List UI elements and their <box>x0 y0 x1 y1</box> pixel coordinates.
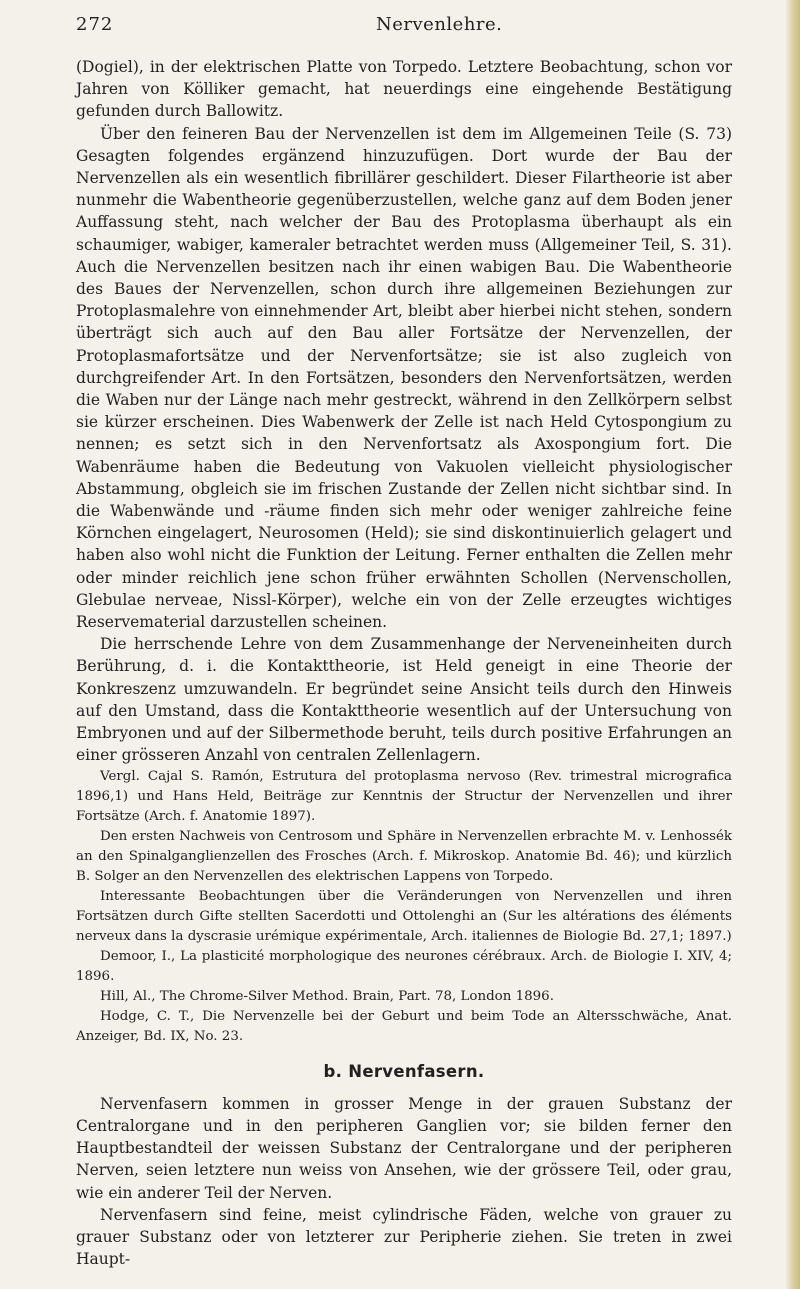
reference-6: Hodge, C. T., Die Nervenzelle bei der Geburt und beim Tode an Altersschwäche, Anat. Anzeiger, Bd. IX, No. 23. <box>76 1008 732 1044</box>
page-number: 272 <box>76 14 114 35</box>
section-paragraph-2: Nervenfasern sind feine, meist cylindrische Fäden, welche von grauer zu grauer Substanz oder von letzterer zur Peripherie ziehen. Sie treten in zwei Haupt- <box>76 1205 732 1269</box>
body-text <box>76 56 732 1270</box>
references <box>76 767 732 1047</box>
page-edge <box>786 0 800 1289</box>
reference-3: Interessante Beobachtungen über die Veränderungen von Nervenzellen und ihren Fortsätzen durch Gifte stellten Sacerdotti und Ottolenghi an (Sur les altérations des éléments nerveux dans la dyscrasie urémique expérimentale, Arch. italiennes de Biologie Bd. 27,1; 1897.) <box>76 888 732 944</box>
section-heading: b. Nervenfasern. <box>323 1061 485 1081</box>
running-header <box>76 14 732 40</box>
reference-4: Demoor, I., La plasticité morphologique des neurones cérébraux. Arch. de Biologie I. XIV, 4; 1896. <box>76 948 732 984</box>
reference-1: Vergl. Cajal S. Ramón, Estrutura del protoplasma nervoso (Rev. trimestral micrografica 1896,1) und Hans Held, Beiträge zur Kenntnis der Structur der Nervenzellen und ihrer Fortsätze (Arch. f. Anatomie 1897). <box>76 768 732 824</box>
paragraph-1: (Dogiel), in der elektrischen Platte von Torpedo. Letztere Beobachtung, schon vor Jahren von Kölliker gemacht, hat neuerdings eine eingehende Bestätigung gefunden durch Ballowitz. <box>76 58 732 121</box>
section-paragraph-1: Nervenfasern kommen in grosser Menge in der grauen Substanz der Centralorgane und in den peripheren Ganglien vor; sie bilden ferner den Hauptbestandteil der weissen Substanz der Centralorgane und der peripheren Nerven, seien letztere nun weiss von Ansehen, wie der grössere Teil, oder grau, wie ein anderer Teil der Nerven. <box>76 1094 732 1202</box>
reference-5: Hill, Al., The Chrome-Silver Method. Brain, Part. 78, London 1896. <box>100 988 554 1004</box>
reference-2: Den ersten Nachweis von Centrosom und Sphäre in Nervenzellen erbrachte M. v. Lenhossék an den Spinalganglienzellen des Frosches (Arch. f. Mikroskop. Anatomie Bd. 46); und kürzlich B. Solger an den Nervenzellen des elektrischen Lappens von Torpedo. <box>76 828 732 884</box>
running-title: Nervenlehre. <box>376 14 503 35</box>
paragraph-2: Über den feineren Bau der Nervenzellen ist dem im Allgemeinen Teile (S. 73) Gesagten folgendes ergänzend hinzuzufügen. Dort wurde der Bau der Nervenzellen als ein wesentlich fibrillärer geschildert. Dieser Filartheorie ist aber nunmehr die Wabentheorie gegenüberzustellen, welche ganz auf dem Boden jener Auffassung steht, nach welcher der Bau des Protoplasma überhaupt als ein schaumiger, wabiger, kameraler betrachtet werden muss (Allgemeiner Teil, S. 31). Auch die Nervenzellen besitzen nach ihr einen wabigen Bau. Die Wabentheorie des Baues der Nervenzellen, schon durch ihre allgemeinen Beziehungen zur Protoplasmalehre von einnehmender Art, bleibt aber hierbei nicht stehen, sondern überträgt sich auch auf den Bau aller Fortsätze der Nervenzellen, der Protoplasmafortsätze und der Nervenfortsätze; sie ist also zugleich von durchgreifender Art. In den Fortsätzen, besonders den Nervenfortsätzen, werden die Waben nur der Länge nach mehr gestreckt, während in den Zellkörpern selbst sie kürzer erscheinen. Dies Wabenwerk der Zelle ist nach Held Cytospongium zu nennen; es setzt sich in den Nervenfortsatz als Axospongium fort. Die Wabenräume haben die Bedeutung von Vakuolen vielleicht physiologischer Abstammung, obgleich sie im frischen Zustande der Zellen nicht sichtbar sind. In die Wabenwände und -räume finden sich mehr oder weniger zahlreiche feine Körnchen eingelagert, Neurosomen (Held); sie sind diskontinuierlich gelagert und haben also wohl nicht die Funktion der Leitung. Ferner enthalten die Zellen mehr oder minder reichlich jene schon früher erwähnten Schollen (Nervenschollen, Glebulae nerveae, Nissl-Körper), welche ein von der Zelle erzeugtes wichtiges Reservematerial darzustellen scheinen. <box>76 124 732 632</box>
paragraph-3: Die herrschende Lehre von dem Zusammenhange der Nerveneinheiten durch Berührung, d. i. die Kontakttheorie, ist Held geneigt in eine Theorie der Konkreszenz umzuwandeln. Er begründet seine Ansicht teils durch den Hinweis auf den Umstand, dass die Kontakttheorie wesentlich auf der Untersuchung von Embryonen und auf der Silbermethode beruht, teils durch positive Erfahrungen an einer grösseren Anzahl von centralen Zellenlagern. <box>76 635 732 765</box>
